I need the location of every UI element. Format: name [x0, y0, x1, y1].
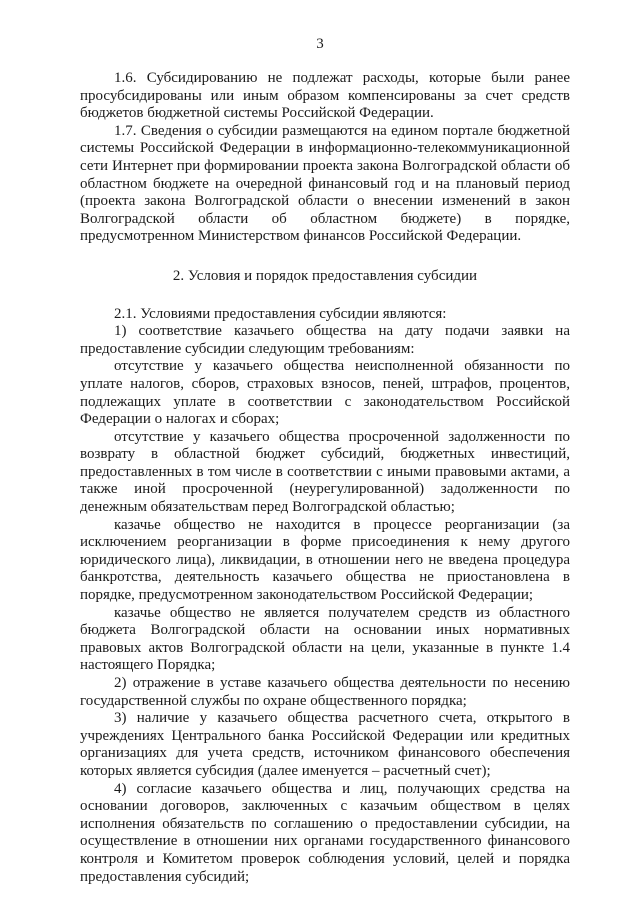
- requirement-no-overdue-debt: отсутствие у казачьего общества просроченной задолженности по возврату в областной бюджет субсидий, бюджетных инвестиций, предоставленных в том числе в соответствии с иными правовыми актами, а также иной просроченной (неурегулированной) задолженности по денежным обязательствам перед Волгоградской областью;: [80, 428, 570, 516]
- page-number: 3: [316, 36, 324, 52]
- paragraph-1-6: 1.6. Субсидированию не подлежат расходы, которые были ранее просубсидированы или иным образом компенсированы за счет средств бюджетов бюджетной системы Российской Федерации.: [80, 70, 570, 122]
- section-heading: 2. Условия и порядок предоставления субсидии: [172, 267, 478, 284]
- requirement-not-recipient: казачье общество не является получателем средств из областного бюджета Волгоградской области на основании иных нормативных правовых актов Волгоградской области на цели, указанные в пункте 1.4 настоящего Порядка;: [80, 604, 570, 674]
- condition-3: 3) наличие у казачьего общества расчетного счета, открытого в учреждениях Центрального банка Российской Федерации или кредитных организациях для учета средств, источником финансового обеспечения которых является субсидия (далее именуется – расчетный счет);: [80, 710, 570, 779]
- requirement-no-reorganization: казачье общество не находится в процессе реорганизации (за исключением реорганизации в форме присоединения к нему другого юридического лица), ликвидации, в отношении него не введена процедура банкротства, деятельность казачьего общества не приостановлена в порядке, предусмотренном законодательством Российской Федерации;: [80, 516, 570, 604]
- paragraph-2-1: 2.1. Условиями предоставления субсидии являются:: [114, 305, 447, 322]
- requirement-no-tax-debt: отсутствие у казачьего общества неисполненной обязанности по уплате налогов, сборов, страховых взносов, пеней, штрафов, процентов, подлежащих уплате в соответствии с законодательством Российской Федерации о налогах и сборах;: [80, 358, 570, 428]
- condition-4: 4) согласие казачьего общества и лиц, получающих средства на основании договоров, заключенных с казачьим обществом в целях исполнения обязательств по соглашению о предоставлении субсидии, на осуществление в отношении них органами государственного финансового контроля и Комитетом проверок соблюдения условий, целей и порядка предоставления субсидий;: [80, 780, 570, 885]
- condition-2: 2) отражение в уставе казачьего общества деятельности по несению государственной службы по охране общественного порядка;: [80, 675, 570, 709]
- document-body: [80, 70, 570, 886]
- paragraph-1-7: 1.7. Сведения о субсидии размещаются на едином портале бюджетной системы Российской Федерации в информационно-телекоммуникационной сети Интернет при формировании проекта закона Волгоградской области об областном бюджете на очередной финансовый год и на плановый период (проекта закона Волгоградской области о внесении изменений в закон Волгоградской области об областном бюджете) в порядке, предусмотренном Министерством финансов Российской Федерации.: [80, 122, 570, 245]
- condition-1: 1) соответствие казачьего общества на дату подачи заявки на предоставление субсидии следующим требованиям:: [80, 323, 570, 357]
